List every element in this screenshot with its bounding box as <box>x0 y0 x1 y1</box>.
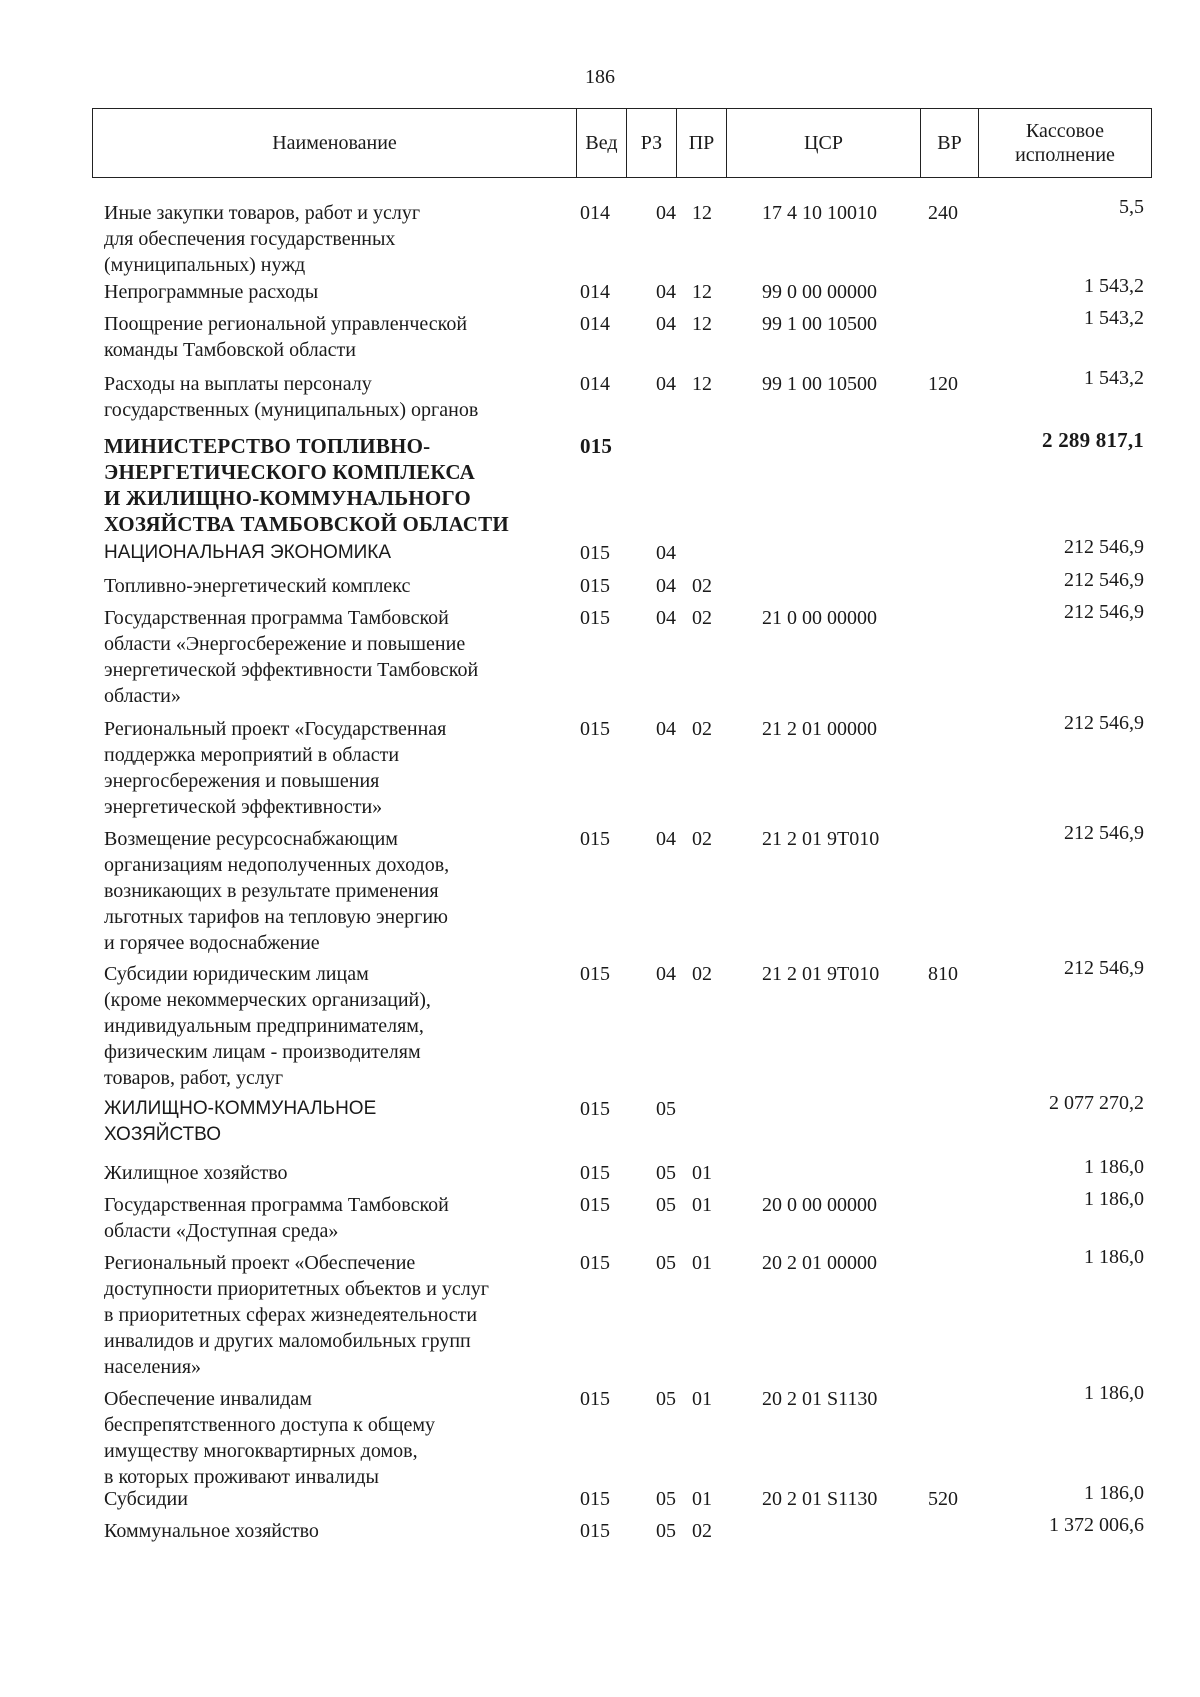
row-ved: 015 <box>580 963 610 985</box>
row-csr: 20 0 00 00000 <box>762 1194 877 1216</box>
row-ved: 015 <box>580 1388 610 1410</box>
row-name-line: Непрограммные расходы <box>104 281 319 303</box>
row-rz: 04 <box>656 313 676 335</box>
row-pr: 01 <box>692 1194 712 1216</box>
row-ved: 015 <box>580 718 610 740</box>
row-rz: 05 <box>656 1520 676 1542</box>
row-amount: 212 546,9 <box>1064 569 1144 591</box>
row-name <box>104 200 574 278</box>
row-name-line: доступности приоритетных объектов и услуг <box>104 1278 489 1300</box>
header-amount <box>979 109 1151 177</box>
row-name-line: энергосбережения и повышения <box>104 770 380 792</box>
header-name: Наименование <box>93 109 577 177</box>
row-rz: 04 <box>656 607 676 629</box>
row-name <box>104 1386 574 1490</box>
row-rz: 04 <box>656 963 676 985</box>
row-csr: 21 2 01 00000 <box>762 718 877 740</box>
header-amount-line2: исполнение <box>1015 144 1115 166</box>
row-amount: 1 543,2 <box>1084 275 1144 297</box>
row-ved: 015 <box>580 1098 610 1120</box>
row-name-line: (муниципальных) нужд <box>104 254 306 276</box>
row-rz: 05 <box>656 1252 676 1274</box>
row-name-line: Субсидии юридическим лицам <box>104 963 369 985</box>
row-name <box>104 1192 574 1244</box>
row-name-line: Государственная программа Тамбовской <box>104 1194 449 1216</box>
row-amount: 2 289 817,1 <box>1042 428 1144 452</box>
row-name-line: поддержка мероприятий в области <box>104 744 400 766</box>
row-csr: 21 2 01 9Т010 <box>762 963 880 985</box>
row-rz: 04 <box>656 828 676 850</box>
row-csr: 99 1 00 10500 <box>762 373 877 395</box>
row-name-line: ХОЗЯЙСТВО <box>104 1124 221 1145</box>
row-ved: 015 <box>580 1162 610 1184</box>
row-rz: 04 <box>656 718 676 740</box>
row-name <box>104 371 574 423</box>
row-amount: 2 077 270,2 <box>1049 1092 1144 1114</box>
row-pr: 01 <box>692 1488 712 1510</box>
row-rz: 04 <box>656 575 676 597</box>
row-name-line: беспрепятственного доступа к общему <box>104 1414 435 1436</box>
row-ved: 015 <box>580 1252 610 1274</box>
row-name <box>104 826 574 956</box>
row-name-line: возникающих в результате применения <box>104 880 439 902</box>
row-ved: 014 <box>580 373 610 395</box>
row-pr: 01 <box>692 1162 712 1184</box>
row-name-line: товаров, работ, услуг <box>104 1067 284 1089</box>
row-name-line: Коммунальное хозяйство <box>104 1520 319 1542</box>
row-name-line: организациям недополученных доходов, <box>104 854 450 876</box>
row-rz: 05 <box>656 1488 676 1510</box>
row-name-line: индивидуальным предпринимателям, <box>104 1015 424 1037</box>
row-name <box>104 1250 574 1380</box>
row-name-line: Иные закупки товаров, работ и услуг <box>104 202 421 224</box>
row-name-line: Поощрение региональной управленческой <box>104 313 468 335</box>
row-name-line: ХОЗЯЙСТВА ТАМБОВСКОЙ ОБЛАСТИ <box>104 512 509 536</box>
row-name-line: МИНИСТЕРСТВО ТОПЛИВНО- <box>104 434 431 458</box>
row-ved: 015 <box>580 1488 610 1510</box>
row-name-line: НАЦИОНАЛЬНАЯ ЭКОНОМИКА <box>104 542 392 563</box>
row-name-line: (кроме некоммерческих организаций), <box>104 989 431 1011</box>
header-ved: Вед <box>577 109 627 177</box>
row-vr: 520 <box>928 1488 958 1510</box>
row-rz: 04 <box>656 202 676 224</box>
row-name-line: физическим лицам - производителям <box>104 1041 421 1063</box>
row-rz: 05 <box>656 1388 676 1410</box>
row-name <box>104 540 574 566</box>
row-name <box>104 1486 574 1512</box>
row-name <box>104 961 574 1091</box>
row-amount: 212 546,9 <box>1064 601 1144 623</box>
row-amount: 1 543,2 <box>1084 307 1144 329</box>
row-pr: 02 <box>692 607 712 629</box>
row-pr: 02 <box>692 828 712 850</box>
row-name <box>104 1096 574 1148</box>
row-name-line: Расходы на выплаты персоналу <box>104 373 372 395</box>
row-pr: 12 <box>692 202 712 224</box>
row-amount: 1 543,2 <box>1084 367 1144 389</box>
row-name <box>104 1160 574 1186</box>
row-name-line: населения» <box>104 1356 202 1378</box>
row-ved: 015 <box>580 434 613 458</box>
row-ved: 014 <box>580 313 610 335</box>
row-vr: 120 <box>928 373 958 395</box>
row-amount: 1 186,0 <box>1084 1382 1144 1404</box>
row-name <box>104 573 574 599</box>
row-pr: 01 <box>692 1388 712 1410</box>
row-csr: 20 2 01 S1130 <box>762 1388 878 1410</box>
row-amount: 1 186,0 <box>1084 1188 1144 1210</box>
row-rz: 05 <box>656 1098 676 1120</box>
row-csr: 99 0 00 00000 <box>762 281 877 303</box>
row-pr: 12 <box>692 281 712 303</box>
row-name-line: И ЖИЛИЩНО-КОММУНАЛЬНОГО <box>104 486 471 510</box>
row-amount: 212 546,9 <box>1064 957 1144 979</box>
header-csr: ЦСР <box>727 109 921 177</box>
row-amount: 5,5 <box>1119 196 1144 218</box>
header-amount-line1: Кассовое <box>1025 120 1105 142</box>
row-pr: 02 <box>692 963 712 985</box>
row-vr: 810 <box>928 963 958 985</box>
row-ved: 015 <box>580 1520 610 1542</box>
row-name <box>104 716 574 820</box>
row-name-line: энергетической эффективности Тамбовской <box>104 659 479 681</box>
row-csr: 21 0 00 00000 <box>762 607 877 629</box>
row-name-line: инвалидов и других маломобильных групп <box>104 1330 471 1352</box>
header-rz: РЗ <box>627 109 677 177</box>
row-pr: 01 <box>692 1252 712 1274</box>
row-amount: 212 546,9 <box>1064 822 1144 844</box>
row-ved: 015 <box>580 828 610 850</box>
row-name-line: области «Энергосбережение и повышение <box>104 633 466 655</box>
row-csr: 99 1 00 10500 <box>762 313 877 335</box>
row-name-line: и горячее водоснабжение <box>104 932 320 954</box>
row-amount: 212 546,9 <box>1064 536 1144 558</box>
row-ved: 014 <box>580 202 610 224</box>
row-name-line: в приоритетных сферах жизнедеятельности <box>104 1304 478 1326</box>
row-csr: 17 4 10 10010 <box>762 202 877 224</box>
row-name-line: области «Доступная среда» <box>104 1220 339 1242</box>
row-csr: 21 2 01 9Т010 <box>762 828 880 850</box>
row-csr: 20 2 01 S1130 <box>762 1488 878 1510</box>
row-name-line: Государственная программа Тамбовской <box>104 607 449 629</box>
row-name-line: Региональный проект «Обеспечение <box>104 1252 416 1274</box>
row-name-line: ЖИЛИЩНО-КОММУНАЛЬНОЕ <box>104 1098 377 1119</box>
row-pr: 12 <box>692 313 712 335</box>
row-name-line: Возмещение ресурсоснабжающим <box>104 828 398 850</box>
row-name-line: энергетической эффективности» <box>104 796 383 818</box>
row-pr: 02 <box>692 1520 712 1542</box>
row-name-line: Жилищное хозяйство <box>104 1162 288 1184</box>
header-pr: ПР <box>677 109 727 177</box>
row-vr: 240 <box>928 202 958 224</box>
row-name-line: Топливно-энергетический комплекс <box>104 575 411 597</box>
row-rz: 04 <box>656 542 676 564</box>
row-name-line: для обеспечения государственных <box>104 228 396 250</box>
row-ved: 014 <box>580 281 610 303</box>
row-pr: 02 <box>692 718 712 740</box>
header-vr: ВР <box>921 109 979 177</box>
row-csr: 20 2 01 00000 <box>762 1252 877 1274</box>
row-name <box>104 1518 574 1544</box>
row-name <box>104 433 574 537</box>
row-name-line: имуществу многоквартирных домов, <box>104 1440 418 1462</box>
row-ved: 015 <box>580 542 610 564</box>
row-name-line: области» <box>104 685 181 707</box>
row-name-line: команды Тамбовской области <box>104 339 356 361</box>
row-name-line: государственных (муниципальных) органов <box>104 399 479 421</box>
row-name <box>104 311 574 363</box>
row-pr: 12 <box>692 373 712 395</box>
row-amount: 212 546,9 <box>1064 712 1144 734</box>
row-name <box>104 605 574 709</box>
row-name-line: Обеспечение инвалидам <box>104 1388 312 1410</box>
row-ved: 015 <box>580 1194 610 1216</box>
row-name <box>104 279 574 305</box>
table-header <box>92 108 1152 178</box>
row-rz: 04 <box>656 281 676 303</box>
row-amount: 1 186,0 <box>1084 1156 1144 1178</box>
row-ved: 015 <box>580 575 610 597</box>
row-name-line: в которых проживают инвалиды <box>104 1466 379 1488</box>
row-name-line: Субсидии <box>104 1488 188 1510</box>
row-name-line: Региональный проект «Государственная <box>104 718 447 740</box>
row-rz: 04 <box>656 373 676 395</box>
row-amount: 1 186,0 <box>1084 1482 1144 1504</box>
row-amount: 1 372 006,6 <box>1049 1514 1144 1536</box>
row-rz: 05 <box>656 1162 676 1184</box>
row-rz: 05 <box>656 1194 676 1216</box>
page-number: 186 <box>585 66 615 88</box>
row-pr: 02 <box>692 575 712 597</box>
row-name-line: ЭНЕРГЕТИЧЕСКОГО КОМПЛЕКСА <box>104 460 476 484</box>
row-amount: 1 186,0 <box>1084 1246 1144 1268</box>
row-ved: 015 <box>580 607 610 629</box>
row-name-line: льготных тарифов на тепловую энергию <box>104 906 448 928</box>
